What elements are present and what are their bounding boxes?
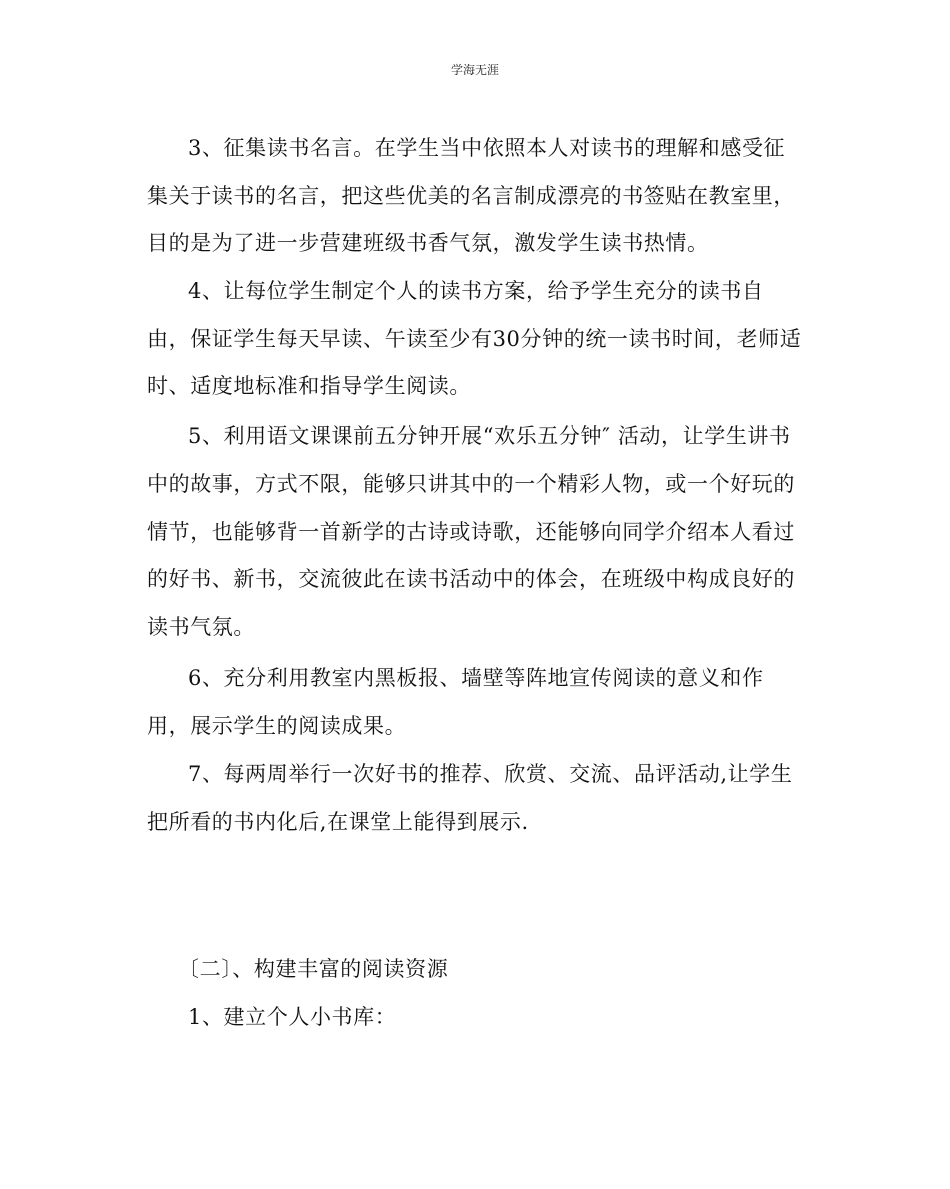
paragraph-5-line-1: 5、利用语文课课前五分钟开展“欢乐五分钟″ 活动，让学生讲书 xyxy=(188,424,791,448)
paragraph-4-line-3: 时、适度地标准和指导学生阅读。 xyxy=(147,374,471,398)
paragraph-6-line-1: 6、充分利用教室内黑板报、墙壁等阵地宣传阅读的意义和作 xyxy=(188,666,764,690)
paragraph-7-line-2: 把所看的书内化后,在课堂上能得到展示. xyxy=(147,810,529,834)
page-header: 学海无涯 xyxy=(450,63,499,77)
paragraph-3-line-1: 3、征集读书名言。在学生当中依照本人对读书的理解和感受征 xyxy=(188,136,786,160)
paragraph-3-line-2: 集关于读书的名言，把这些优美的名言制成漂亮的书签贴在教室里， xyxy=(147,184,795,208)
section-heading: 〔二〕、构建丰富的阅读资源 xyxy=(178,957,449,981)
paragraph-4-line-1: 4、让每位学生制定个人的读书方案，给予学生充分的读书自 xyxy=(188,279,764,303)
paragraph-4-line-2: 由，保证学生每天早读、午读至少有30分钟的统一读书时间，老师适 xyxy=(147,327,802,351)
paragraph-5-line-5: 读书气氛。 xyxy=(147,615,255,639)
paragraph-3-line-3: 目的是为了进一步营建班级书香气氛，激发学生读书热情。 xyxy=(147,231,709,255)
paragraph-5-line-4: 的好书、新书，交流彼此在读书活动中的体会，在班级中构成良好的 xyxy=(147,567,795,591)
paragraph-7-line-1: 7、每两周举行一次好书的推荐、欣赏、交流、品评活动,让学生 xyxy=(188,762,793,786)
subsection-item-1: 1、建立个人小书库： xyxy=(188,1005,397,1029)
paragraph-6-line-2: 用，展示学生的阅读成果。 xyxy=(147,714,407,738)
paragraph-5-line-2: 中的故事，方式不限，能够只讲其中的一个精彩人物，或一个好玩的 xyxy=(147,472,795,496)
paragraph-5-line-3: 情节，也能够背一首新学的古诗或诗歌，还能够向同学介绍本人看过 xyxy=(147,520,795,544)
